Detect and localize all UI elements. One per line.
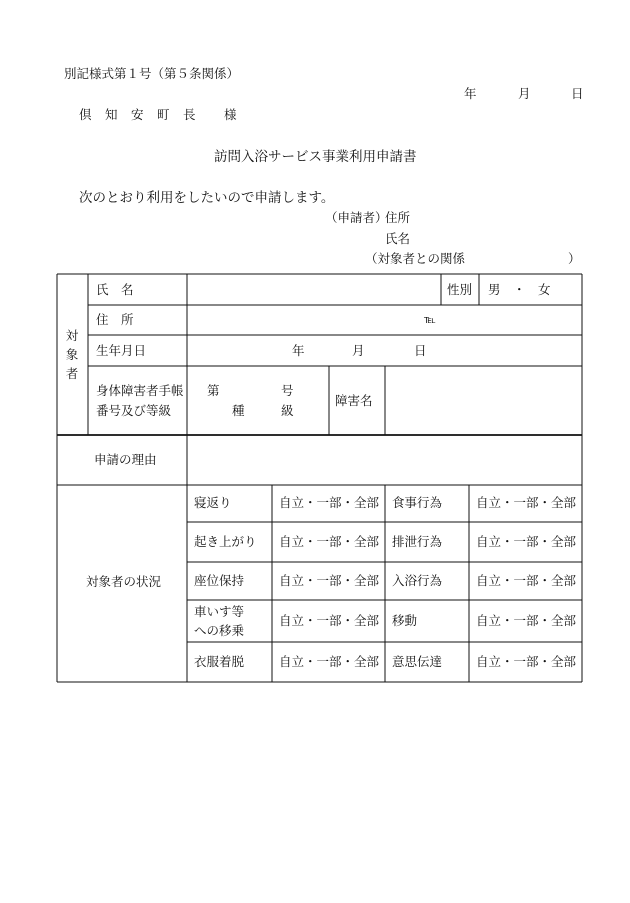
subject-group-char: 象	[65, 347, 79, 362]
status-scale: 自立・一部・全部	[476, 613, 577, 628]
birth-month-label: 月	[352, 343, 365, 358]
sex-label: 性別	[447, 282, 473, 297]
status-item-label: 車いす等	[194, 604, 245, 619]
tel-mark: ℡	[424, 313, 436, 326]
status-scale: 自立・一部・全部	[279, 613, 380, 628]
form-number: 別記様式第１号（第５条関係）	[64, 66, 240, 81]
status-scale: 自立・一部・全部	[476, 534, 577, 549]
certificate-label-line: 番号及び等級	[96, 403, 172, 418]
status-label: 対象者の状況	[86, 574, 162, 589]
subject-group-char: 対	[65, 328, 79, 343]
applicant-relation-close: ）	[568, 251, 581, 266]
date-day-label: 日	[571, 86, 584, 101]
status-item-label: 衣服着脱	[194, 654, 245, 669]
status-scale: 自立・一部・全部	[476, 654, 577, 669]
status-item-label: 移動	[392, 613, 418, 628]
status-item-label: 排泄行為	[392, 534, 443, 549]
cert-number-suffix: 号	[281, 383, 294, 398]
subject-name-label: 氏 名	[96, 282, 134, 297]
addressee-char: 長	[183, 107, 196, 122]
sex-options: 男 ・ 女	[488, 282, 551, 297]
cert-number-prefix: 第	[207, 383, 220, 398]
addressee-char: 倶	[79, 107, 92, 122]
applicant-label: （申請者）	[325, 210, 388, 225]
disability-name-label: 障害名	[335, 393, 373, 408]
birth-date-label: 生年月日	[96, 343, 147, 358]
status-item-label: 寝返り	[194, 495, 232, 510]
addressee-char: 安	[131, 107, 144, 122]
addressee-char: 知	[105, 107, 118, 122]
birth-year-label: 年	[292, 343, 305, 358]
document-title: 訪問入浴サービス事業利用申請書	[214, 149, 417, 165]
status-item-label: 食事行為	[392, 495, 443, 510]
certificate-label-line: 身体障害者手帳	[96, 383, 184, 398]
intro-text: 次のとおり利用をしたいので申請します。	[79, 190, 335, 206]
applicant-name-label: 氏名	[385, 231, 411, 246]
status-scale: 自立・一部・全部	[279, 654, 380, 669]
status-scale: 自立・一部・全部	[279, 534, 380, 549]
date-month-label: 月	[518, 86, 531, 101]
addressee-char: 町	[157, 107, 170, 122]
subject-group-char: 者	[65, 366, 79, 381]
date-year-label: 年	[464, 86, 477, 101]
grade-kind-label: 種	[232, 403, 245, 418]
subject-address-label: 住 所	[96, 312, 134, 327]
status-item-label: 入浴行為	[392, 573, 443, 588]
status-item-label: 意思伝達	[392, 654, 443, 669]
status-scale: 自立・一部・全部	[279, 573, 380, 588]
status-scale: 自立・一部・全部	[279, 495, 380, 510]
applicant-address-label: 住所	[385, 210, 411, 225]
grade-level-label: 級	[281, 403, 294, 418]
status-scale: 自立・一部・全部	[476, 495, 577, 510]
applicant-relation-label: （対象者との関係	[365, 251, 466, 266]
birth-day-label: 日	[414, 343, 427, 358]
reason-label: 申請の理由	[94, 452, 157, 467]
status-scale: 自立・一部・全部	[476, 573, 577, 588]
status-item-label: 座位保持	[194, 573, 245, 588]
addressee-honorific: 様	[224, 107, 237, 122]
status-item-label: への移乗	[194, 623, 245, 638]
status-item-label: 起き上がり	[194, 534, 257, 549]
